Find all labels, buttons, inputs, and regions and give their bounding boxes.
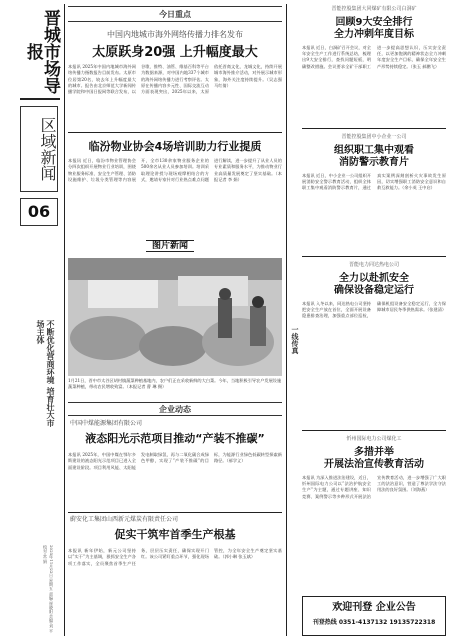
ad-title: 欢迎刊登 企业公告 <box>332 602 416 613</box>
slogan: 不断优化营商环境 培育壮大市场主体 <box>36 320 56 427</box>
top-headline: 太原跃身20强 上升幅度最大 <box>92 45 258 60</box>
top-kicker-bar <box>68 6 282 22</box>
right-column-rule <box>286 4 287 636</box>
right-head2-4: 开展法治宣传教育活动 <box>324 458 424 470</box>
enterprise-body1: 本报讯 2025年，中国中煤在鄂尔多斯建设的液态阳光示范项目已进入全面建设阶段。项目利用风能、太阳能发电制取绿氢，再与二氧化碳合成绿色甲醇，实现了“产装不推碳”的目标，为能源行业绿色低碳转型探索新路径。（郝学义） <box>68 452 282 470</box>
top-subhead: 中国内地城市海外网络传播力排名发布 <box>107 30 243 39</box>
enterprise-head2: 促实干筑牢首季生产根基 <box>114 528 236 541</box>
divider <box>302 128 446 129</box>
ad-phones: 0351-4137132 19135722318 <box>338 618 436 626</box>
cabbage-harvest-image <box>68 258 282 376</box>
enterprise-sub1: 中国中煤能源集团有限公司 <box>70 420 143 427</box>
page-number: 06 <box>20 198 58 226</box>
right-kicker-2: 晋能控股集团中小企业一公司 <box>341 134 407 140</box>
divider <box>302 256 446 257</box>
ad-box <box>302 596 446 636</box>
masthead-title: 晋城市场导报 <box>23 8 60 94</box>
ad-phone-label: 刊登热线 <box>312 618 337 626</box>
top-article-body: 本报讯 2025年中国内地城市海外网络传播力指数报告目前发布。太原市位居第20名，较去年上升幅度最大的城市。报告由北京师范大学新闻传播学院和中国日报网等联合发布，以谷歌、推特、油管、维基百科等平台为数据来源，对中国内地337个城市的海外网络传播力进行考察评估。太原在传播内容多元性、国际交流互动方面表现突出，2025年以来，太原依托晋商文化、龙城文化，持续开展城市海外推介活动，对外展示城市形象，海外关注度持续提升。（吴志强 马红倩） <box>68 64 282 95</box>
rail-label: 一线传真 <box>291 326 300 354</box>
mid-headline: 临汾物业协会4场培训助力行业提质 <box>88 140 262 153</box>
photo-news-label: 图片新闻 <box>146 240 194 252</box>
right-story-2 <box>302 134 446 245</box>
right-head2-3: 确保设备稳定运行 <box>334 284 414 296</box>
right-body-2: 本报讯 近日，中小企业一公司组织开展消防安全警示教育活动，组织全体职工集中观看消防警示教育片，通过真实案例深刻剖析火灾事故发生原因，切实增强职工消防安全意识和自救互救能力。（余小英 王中启） <box>302 172 446 191</box>
right-head1-2: 组织职工集中观看 <box>334 144 414 156</box>
right-kicker-4: 忻州国际电力公司煤化工 <box>346 436 402 442</box>
right-head1-4: 多措并举 <box>354 446 394 458</box>
right-head1-3: 全力以赴抓安全 <box>339 272 409 284</box>
right-story-3 <box>302 262 446 425</box>
right-head2-1: 全力冲刺年度目标 <box>334 28 414 40</box>
mid-article-body: 本报讯 近日，临汾市物业管理协会分四次组织开展物业行业培训，围绕物业服务标准、安全生产管理、消防设施维护、垃圾分类管理等内容展开，全市130余家物业服务企业的500余名从业人员参加培训。培训采取理论讲授与现场观摩相结合的方式，邀请专家针对行业热点难点问题进行解读，进一步提升了从业人员的专业素质和服务水平，为推动物业行业高质量发展奠定了坚实基础。（本报记者 李 娟） <box>68 158 282 182</box>
right-head1-1: 回顾9大安全排行 <box>335 16 413 28</box>
issue-date: 2025年11月22日 星期五 责编:崔晓阳 美编:刘 平 校对:常 娟 <box>43 545 54 634</box>
left-column-rule <box>64 4 65 636</box>
right-story-1 <box>302 6 446 117</box>
right-kicker-3: 晋能电力同达热电公司 <box>348 262 399 268</box>
right-body-4: 本报讯 为深入推进法治建设，近日，忻州国际电力公司以“法治护航安全生产”为主题，通过专题讲座、知识竞赛、案例警示等多种形式开展法治宣传教育活动，进一步增强了广大职工的法治意识，营造了尊法学法守法用法的良好氛围。（刘海燕） <box>302 474 446 499</box>
divider <box>68 512 282 513</box>
right-body-3: 本报讯 入冬以来，同达热电公司坚持把安全生产放在首位，全面开展设备隐患排查治理，加强重点部位巡检，确保机组设备安全稳定运行，全力保障城市居民冬季供热需求。（张建清） <box>302 300 446 319</box>
top-kicker: 今日重点 <box>159 9 191 19</box>
right-body-1: 本报讯 近日，白洞矿召开会议，对全年安全生产工作进行系统总结，梳理出9大安全排行，查找问题短板，明确整改措施。会议要求全矿干部职工进一步提高思想认识，压实安全责任，以更加饱满的精神状态全力冲刺年度安全生产目标，确保全年安全生产形势持续稳定。（张玉 郝鹏飞） <box>302 44 446 69</box>
enterprise-kicker: 企业动态 <box>159 404 191 414</box>
enterprise-body2: 本报讯 新年伊始，新元公司坚持以“实干”为主基调，狠抓安全生产各项工作落实，全员聚焦首季生产任务，层层压实责任，确保实现开门红。该公司紧盯重点环节，强化现场管控，为全年安全生产奠定坚实基础。（郭小琳 张玉斌） <box>68 548 282 566</box>
right-kicker-1: 晋能控股集团大同煤矿有限公司白洞矿 <box>331 6 417 12</box>
right-story-4 <box>302 436 446 579</box>
divider <box>68 132 282 133</box>
divider <box>302 430 446 431</box>
masthead-divider <box>20 98 60 100</box>
right-head2-2: 消防警示教育片 <box>339 156 409 168</box>
enterprise-sub2: 蔚安化工集团山西新元煤炭有限责任公司 <box>70 516 179 523</box>
enterprise-head1: 液态阳光示范项目推动“产装不推碳” <box>85 432 265 445</box>
section-name: 区域新闻 <box>20 106 58 192</box>
enterprise-kicker-bar <box>68 402 282 416</box>
photo-news-label-box <box>120 240 220 256</box>
photo-caption: 1月21日，晋中市太谷区胡村镇蔬菜种植基地内，农户们正在采收新鲜的大白菜。今年，当地积极引导农户发展设施蔬菜种植，带动农民增收致富。（本报记者 曹 琳 摄） <box>68 378 282 389</box>
news-photo <box>68 258 282 376</box>
